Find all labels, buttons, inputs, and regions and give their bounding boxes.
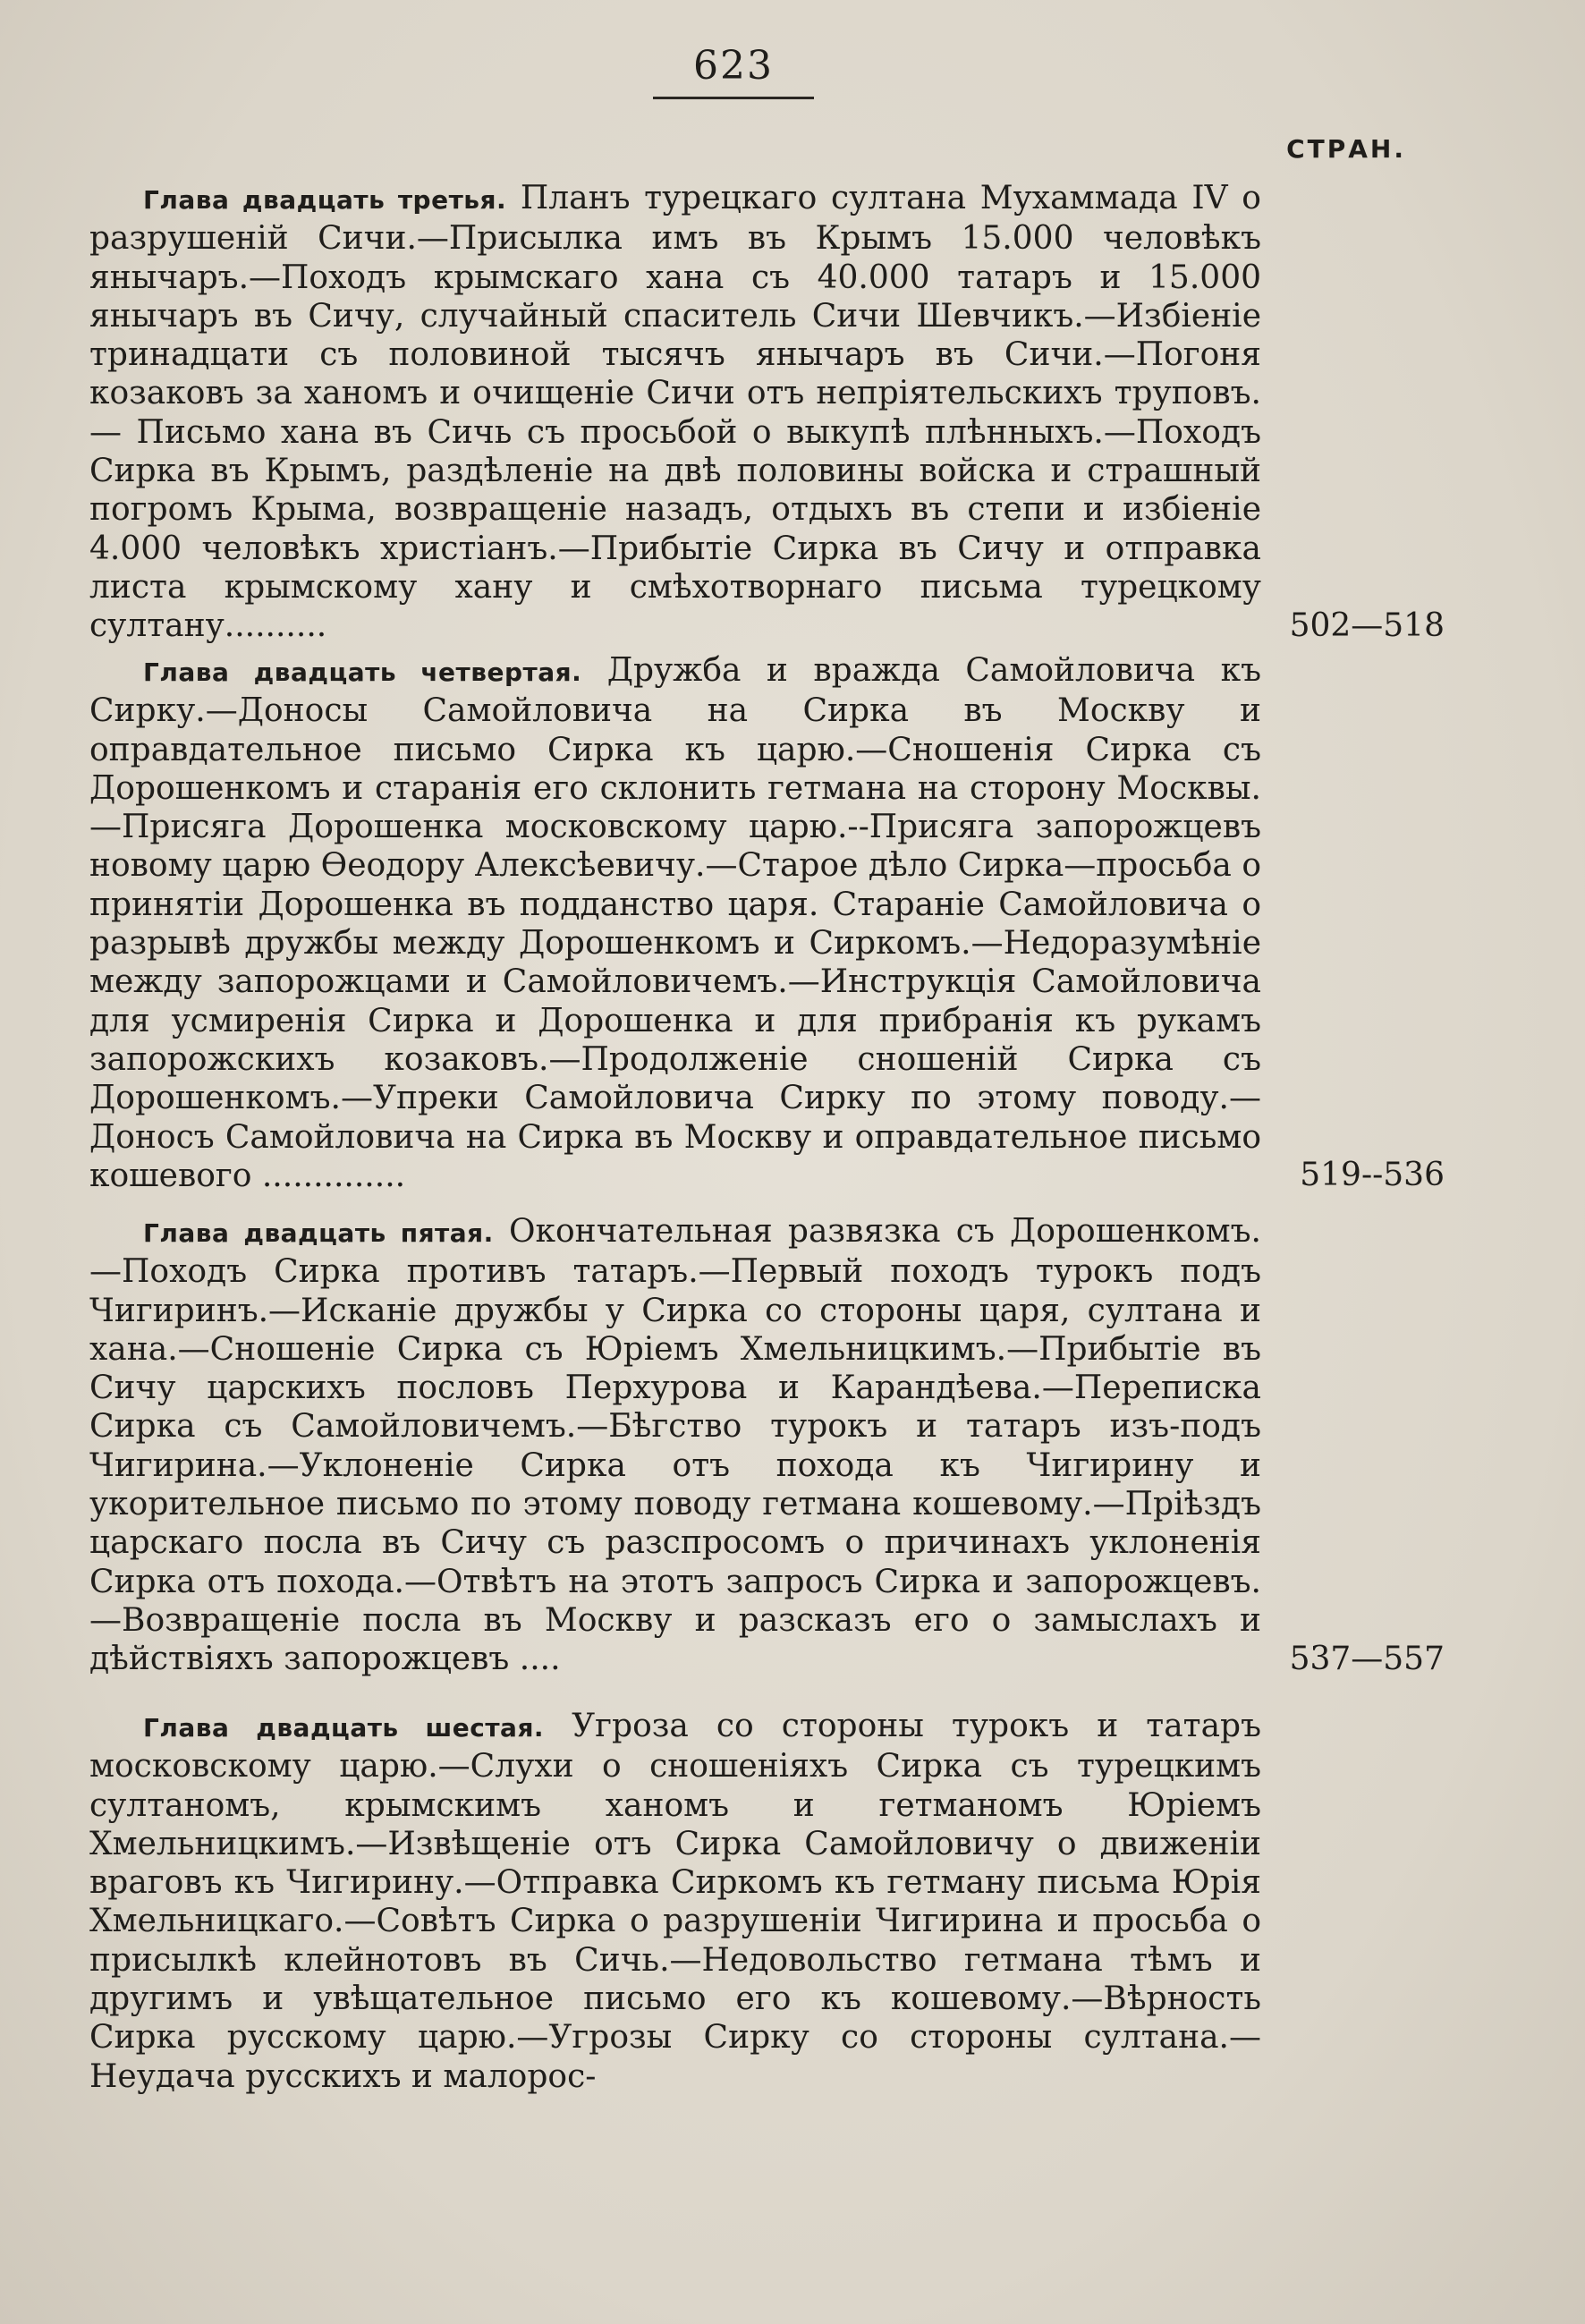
- chapter-page-range: 537—557: [1289, 1640, 1445, 1677]
- chapter-text: [89, 179, 1261, 646]
- chapter-page-range: 519--536: [1300, 1157, 1445, 1194]
- chapter-text: [89, 651, 1261, 1195]
- chapter-title: Глава двадцать четвертая.: [143, 657, 582, 687]
- pages-column-header: СТРАН.: [1286, 134, 1406, 164]
- chapter-title: Глава двадцать пятая.: [143, 1218, 494, 1248]
- chapter-summary: Окончательная развязка съ Дорошенкомъ.—Походъ Сирка противъ татаръ.—Первый походъ турокъ подъ Чигиринъ.—Исканіе дружбы у Сирка со стороны царя, султана и хана.—Сношеніе Сирка съ Юріемъ Хмельницкимъ.—Прибытіе въ Сичу царскихъ пословъ Перхурова и Карандѣева.—Переписка Сирка съ Самойловичемъ.—Бѣгство турокъ и татаръ изъ-подъ Чигирина.—Уклоненіе Сирка отъ похода къ Чигирину и укорительное письмо по этому поводу гетмана кошевому.—Пріѣздъ царскаго посла въ Сичу съ разспросомъ о причинахъ уклоненія Сирка отъ похода.—Отвѣтъ на этотъ запросъ Сирка и запорожцевъ.—Возвращеніе посла въ Москву и разсказъ его о замыслахъ и дѣйствіяхъ запорожцевъ ....: [89, 1213, 1261, 1678]
- chapter-summary: Планъ турецкаго султана Мухаммада IV о разрушеній Сичи.—Присылка имъ въ Крымъ 15.000 человѣкъ янычаръ.—Походъ крымскаго хана съ 40.000 татаръ и 15.000 янычаръ въ Сичу, случайный спаситель Сичи Шевчикъ.—Избіеніе тринадцати съ половиной тысячъ янычаръ въ Сичи.—Погоня козаковъ за ханомъ и очищеніе Сичи отъ непріятельскихъ труповъ. — Письмо хана въ Сичь съ просьбой о выкупѣ плѣнныхъ.—Походъ Сирка въ Крымъ, раздѣленіе на двѣ половины войска и страшный погромъ Крыма, возвращеніе назадъ, отдыхъ въ степи и избіеніе 4.000 человѣкъ христіанъ.—Прибытіе Сирка въ Сичу и отправка листа крымскому хану и смѣхотворнаго письма турецкому султану..........: [89, 180, 1261, 645]
- chapter-title: Глава двадцать шестая.: [143, 1713, 545, 1743]
- chapter-summary: Угроза со стороны турокъ и татаръ московскому царю.—Слухи о сношеніяхъ Сирка съ турецкимъ султаномъ, крымскимъ ханомъ и гетманомъ Юріемъ Хмельницкимъ.—Извѣщеніе отъ Сирка Самойловичу о движеніи враговъ къ Чигирину.—Отправка Сиркомъ къ гетману письма Юрія Хмельницкаго.—Совѣтъ Сирка о разрушеніи Чигирина и просьба о присылкѣ клейнотовъ въ Сичь.—Недовольство гетмана тѣмъ и другимъ и увѣщательное письмо его къ кошевому.—Вѣрность Сирка русскому царю.—Угрозы Сирку со стороны султана.—Неудача русскихъ и малорос-: [89, 1708, 1261, 2095]
- chapter-summary: Дружба и вражда Самойловича къ Сирку.—Доносы Самойловича на Сирка въ Москву и оправдательное письмо Сирка къ царю.—Сношенія Сирка съ Дорошенкомъ и старанія его склонить гетмана на сторону Москвы.—Присяга Дорошенка московскому царю.--Присяга запорожцевъ новому царю Ѳеодору Алексѣевичу.—Старое дѣло Сирка—просьба о принятіи Дорошенка въ подданство царя. Стараніе Самойловича о разрывѣ дружбы между Дорошенкомъ и Сиркомъ.—Недоразумѣніе между запорожцами и Самойловичемъ.—Инструкція Самойловича для усмиренія Сирка и Дорошенка и для прибранія къ рукамъ запорожскихъ козаковъ.—Продолженіе сношеній Сирка съ Дорошенкомъ.—Упреки Самойловича Сирку по этому поводу.—Доносъ Самойловича на Сирка въ Москву и оправдательное письмо кошевого ..............: [89, 652, 1262, 1194]
- page-number: 623: [693, 43, 774, 89]
- chapter-page-range: 502—518: [1289, 606, 1445, 644]
- chapter-text: [89, 1212, 1261, 1679]
- chapter-entry-24: [89, 651, 1445, 1195]
- chapter-entry-26: [89, 1707, 1261, 2096]
- chapter-entry-23: [89, 179, 1445, 646]
- page-number-rule: [653, 97, 814, 99]
- chapter-text: [89, 1707, 1261, 2096]
- chapter-title: Глава двадцать третья.: [143, 185, 507, 215]
- chapter-entry-25: [89, 1212, 1445, 1679]
